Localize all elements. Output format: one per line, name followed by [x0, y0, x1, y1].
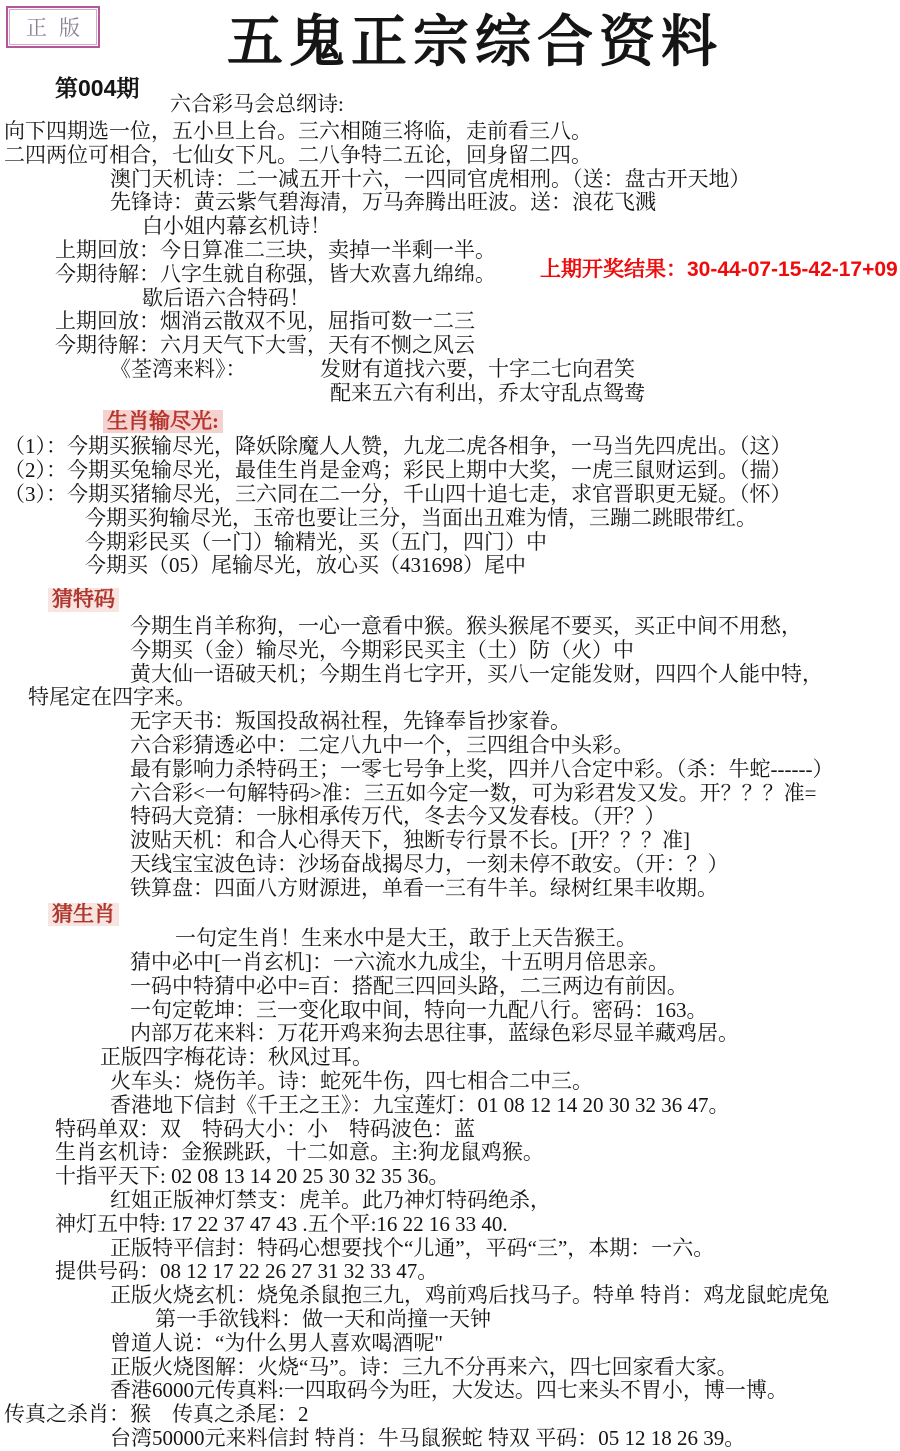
text-line: 传真之杀肖：猴 传真之杀尾：2: [4, 1402, 309, 1427]
text-line: 波贴天机：和合人心得天下，独断专行景不长。[开？？？准]: [130, 828, 690, 853]
section-heading-cai-tema: 猜特码: [48, 588, 119, 612]
text-line: 二四两位可相合，七仙女下凡。二八争特二五论，回身留二四。: [4, 142, 592, 167]
text-line: 无字天书：叛国投敌祸社程，先锋奉旨抄家眷。: [130, 709, 571, 734]
text-line: 生肖玄机诗：金猴跳跃，十二如意。主:狗龙鼠鸡猴。: [55, 1140, 544, 1165]
text-line: 天线宝宝波色诗：沙场奋战揭尽力，一刻未停不敢安。（开：？）: [130, 851, 729, 876]
text-line: 特码大竞猜：一脉相承传万代，冬去今又发春枝。（开？）: [130, 804, 666, 829]
text-line: 上期回放：今日算准二三块，卖掉一半剩一半。: [55, 237, 496, 262]
text-line: 一码中特猜中必中=百：搭配三四回头路，二三两边有前因。: [130, 973, 688, 998]
text-line: 今期生肖羊称狗，一心一意看中猴。猴头猴尾不要买，买正中间不用愁，: [130, 613, 802, 638]
text-line: 红姐正版神灯禁支：虎羊。此乃神灯特码绝杀，: [110, 1188, 551, 1213]
authentic-badge: [6, 6, 100, 48]
result-label: 上期开奖结果：: [540, 258, 687, 281]
text-line: 先锋诗：黄云紫气碧海清，万马奔腾出旺波。送：浪花飞溅: [110, 190, 656, 215]
result-numbers: 30-44-07-15-42-17+09: [687, 258, 898, 281]
text-line: 白小姐内幕玄机诗！: [142, 214, 331, 239]
text-line: 今期待解：六月天气下大雪，天有不恻之风云: [55, 333, 475, 358]
text-line: 今期买（金）输尽光，今期彩民买主（土）防（火）中: [130, 637, 634, 662]
text-line: 六合彩<一句解特码>准：三五如今定一数，可为彩君发又发。开？？？准=: [130, 780, 817, 805]
text-line: 今期彩民买（一门）输精光，买（五门，四门）中: [85, 529, 547, 554]
text-line: 《荃湾来料》： 发财有道找六要，十字二七向君笑: [110, 356, 635, 381]
text-line: 今期买狗输尽光，玉帝也要让三分，当面出丑难为情，三蹦二跳眼带红。: [85, 505, 757, 530]
text-line: 六合彩猜透必中：二定八九中一个，三四组合中头彩。: [130, 732, 634, 757]
last-draw-result: [540, 253, 898, 283]
text-line: 正版四字梅花诗：秋风过耳。: [100, 1045, 373, 1070]
section-heading-cai-shengxiao: 猜生肖: [48, 903, 119, 927]
text-line: （1）：今期买猴输尽光，降妖除魔人人赞，九龙二虎各相争，一马当先四虎出。（这）: [4, 434, 792, 459]
text-line: 火车头：烧伤羊。诗：蛇死牛伤，四七相合二中三。: [110, 1069, 593, 1094]
text-line: 台湾50000元来料信封 特肖：牛马鼠猴蛇 特双 平码：05 12 18 26 39。: [110, 1426, 746, 1451]
text-line: 第一手欲钱料：做一天和尚撞一天钟: [155, 1307, 491, 1332]
text-line: 神灯五中特: 17 22 37 47 43 .五个平:16 22 16 33 40.: [55, 1211, 508, 1236]
text-line: （2）：今期买兔输尽光，最佳生肖是金鸡；彩民上期中大奖，一虎三鼠财运到。（揣）: [4, 458, 792, 483]
text-line: 正版特平信封：特码心想要找个“儿通”，平码“三”，本期：一六。: [110, 1235, 715, 1260]
text-line: 向下四期选一位，五小旦上台。三六相随三将临，走前看三八。: [4, 119, 592, 143]
page-title: 五鬼正宗综合资料: [227, 12, 723, 74]
text-line: 上期回放：烟消云散双不见，屈指可数一二三: [55, 309, 475, 334]
text-line: 黄大仙一语破天机；今期生肖七字开，买八一定能发财，四四个人能中特，: [130, 661, 823, 686]
text-line: 特尾定在四字来。: [28, 685, 196, 710]
text-line: 铁算盘：四面八方财源进，单看一三有牛羊。绿树红果丰收期。: [130, 875, 718, 900]
document-body: [0, 118, 900, 1451]
text-line: 曾道人说：“为什么男人喜欢喝酒呢": [110, 1330, 443, 1355]
text-line: 特码单双：双 特码大小：小 特码波色：蓝: [55, 1116, 475, 1141]
intro-line: 六合彩马会总纲诗:: [170, 92, 344, 116]
text-line: 今期买（05）尾输尽光，放心买（431698）尾中: [85, 553, 526, 578]
text-line: 提供号码：08 12 17 22 26 27 31 32 33 47。: [55, 1259, 439, 1284]
badge-label: 正版: [26, 16, 92, 40]
text-line: 十指平天下: 02 08 13 14 20 25 30 32 35 36。: [55, 1164, 450, 1189]
text-line: 今期待解：八字生就自称强，皆大欢喜九绵绵。: [55, 261, 496, 286]
text-line: 一句定乾坤：三一变化取中间，特向一九配八行。密码：163。: [130, 997, 708, 1022]
subheader: [0, 76, 900, 118]
text-line: 正版火烧玄机：烧兔杀鼠抱三九，鸡前鸡后找马子。特单 特肖：鸡龙鼠蛇虎兔: [110, 1283, 830, 1308]
text-line: 猜中必中[一肖玄机]：一六流水九成尘，十五明月倍思亲。: [130, 950, 669, 975]
issue-number: 第004期: [55, 75, 140, 101]
text-line: 歇后语六合特码！: [142, 285, 310, 310]
text-line: 配来五六有利出，乔太守乱点鸳鸯: [330, 380, 645, 405]
text-line: 香港地下信封《千王之王》：九宝莲灯：01 08 12 14 20 30 32 36 47。: [110, 1092, 730, 1117]
text-line: 一句定生肖！生来水中是大王，敢于上天告猴王。: [175, 926, 637, 951]
text-line: 正版火烧图解：火烧“马”。诗：三九不分再来六，四七回家看大家。: [110, 1354, 738, 1379]
text-line: 香港6000元传真料:一四取码今为旺，大发达。四七来头不胃小，博一博。: [110, 1378, 788, 1403]
text-line: 内部万花来料：万花开鸡来狗去思往事，蓝绿色彩尽显羊藏鸡居。: [130, 1021, 739, 1046]
text-line: 澳门天机诗：二一减五开十六，一四同官虎相刑。（送：盘古开天地）: [110, 166, 751, 191]
section-heading-shengxiao-shujinguang: 生肖输尽光:: [103, 410, 223, 434]
text-line: （3）：今期买猪输尽光，三六同在二一分，千山四十追七走，求官晋职更无疑。（怀）: [4, 481, 792, 506]
text-line: 最有影响力杀特码王；一零七号争上奖，四并八合定中彩。（杀：牛蛇------）: [130, 756, 834, 781]
